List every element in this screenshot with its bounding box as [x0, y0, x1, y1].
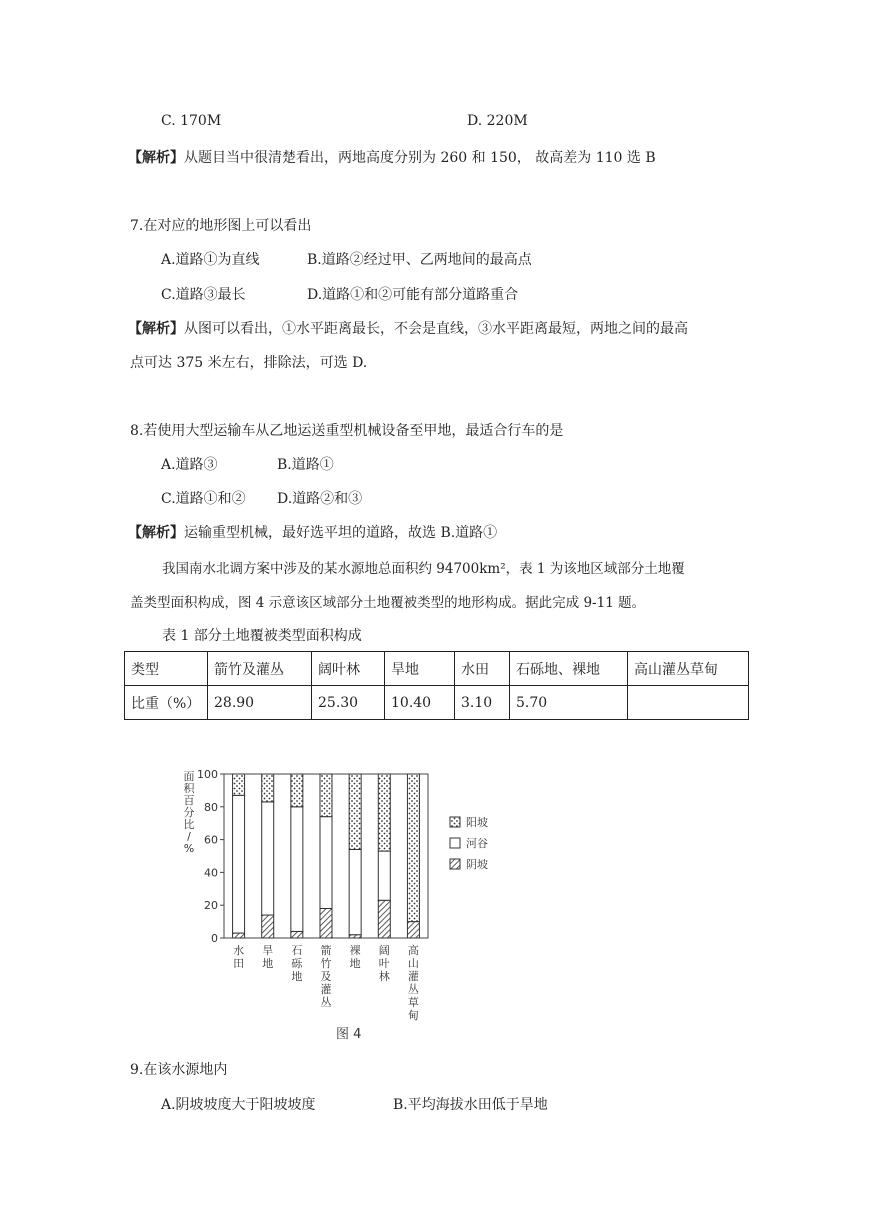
q6-analysis-text: 从题目当中很清楚看出，两地高度分别为 260 和 150， 故高差为 110 选 B — [184, 150, 656, 166]
x-tick-label-char: 林 — [378, 970, 390, 983]
table-header-cell: 旱地 — [385, 652, 455, 686]
bar-segment — [233, 933, 245, 938]
q7-analysis-text: 从图可以看出，①水平距离最长，不会是直线，③水平距离最短，两地之间的最高 — [184, 321, 688, 337]
y-tick-label: 80 — [204, 800, 218, 814]
table-header-cell: 类型 — [125, 652, 208, 686]
y-tick-label: 60 — [204, 833, 218, 847]
x-tick-label-char: 砾 — [291, 957, 303, 970]
table-cell: 10.40 — [385, 686, 455, 720]
table-header-cell: 阔叶林 — [312, 652, 385, 686]
q7-option-d: D.道路①和②可能有部分道路重合 — [307, 287, 519, 303]
bar-segment — [262, 915, 274, 938]
y-axis-label-char: 百 — [183, 794, 195, 807]
x-tick-label-char: 高 — [407, 944, 419, 957]
table-header-cell: 高山灌丛草甸 — [628, 652, 749, 686]
y-tick-label: 0 — [211, 932, 218, 945]
q8-option-a: A.道路③ — [161, 457, 218, 473]
table-header-cell: 水田 — [455, 652, 510, 686]
bar-segment — [378, 774, 390, 851]
land-cover-table — [124, 651, 749, 720]
x-tick-label-char: 灌 — [407, 970, 419, 983]
table-cell: 28.90 — [208, 686, 312, 720]
table-cell: 5.70 — [510, 686, 628, 720]
bar-segment — [320, 817, 332, 909]
table-header-cell: 石砾地、裸地 — [510, 652, 628, 686]
intro-line2: 盖类型面积构成，图 4 示意该区域部分土地覆被类型的地形构成。据此完成 9-11 题。 — [130, 595, 646, 611]
y-axis-label-char: / — [187, 830, 191, 843]
bar-segment — [262, 774, 274, 802]
y-tick-label: 40 — [204, 866, 218, 880]
y-axis-label-char: % — [183, 842, 195, 855]
bar-segment — [262, 802, 274, 915]
q8-option-b: B.道路① — [277, 457, 334, 473]
x-tick-label-char: 水 — [233, 944, 245, 957]
table-cell: 25.30 — [312, 686, 385, 720]
q6-analysis — [128, 147, 656, 167]
legend-swatch — [450, 838, 460, 848]
analysis-tag: 【解析】 — [128, 150, 184, 166]
bar-segment — [378, 900, 390, 938]
q7-option-a: A.道路①为直线 — [161, 252, 260, 268]
q7-analysis-line2: 点可达 375 米左右，排除法，可选 D. — [130, 355, 368, 371]
q6-option-c: C. 170M — [161, 113, 222, 129]
q7-option-b: B.道路②经过甲、乙两地间的最高点 — [307, 252, 532, 268]
q8-stem: 8.若使用大型运输车从乙地运送重型机械设备至甲地，最适合行车的是 — [130, 423, 564, 439]
y-axis-label-char: 比 — [183, 818, 195, 831]
bar-segment — [320, 774, 332, 817]
q9-stem: 9.在该水源地内 — [130, 1062, 228, 1078]
table-cell: 3.10 — [455, 686, 510, 720]
legend-label: 阴坡 — [466, 858, 488, 871]
q9-option-a: A.阴坡坡度大于阳坡坡度 — [161, 1097, 316, 1113]
table-header-row — [125, 652, 749, 686]
bar-segment — [233, 774, 245, 795]
stacked-bar-chart — [178, 762, 508, 1052]
y-tick-label: 100 — [197, 768, 218, 781]
q7-analysis-line1 — [128, 318, 688, 338]
x-tick-label-char: 石 — [291, 944, 303, 957]
bar-segment — [349, 849, 361, 934]
table-cell: 比重（%） — [125, 686, 208, 720]
table-cell — [628, 686, 749, 720]
legend-label: 阳坡 — [466, 816, 488, 829]
bar-segment — [349, 774, 361, 849]
x-tick-label-char: 旱 — [262, 944, 274, 957]
bar-segment — [291, 774, 303, 807]
table-header-cell: 箭竹及灌丛 — [208, 652, 312, 686]
analysis-tag: 【解析】 — [128, 321, 184, 337]
y-axis-label-char: 面 — [183, 770, 195, 783]
q8-option-c: C.道路①和② — [161, 491, 246, 507]
intro-line1: 我国南水北调方案中涉及的某水源地总面积约 94700km²，表 1 为该地区域部分土地覆 — [162, 561, 685, 577]
x-tick-label-char: 田 — [233, 957, 245, 970]
q7-stem: 7.在对应的地形图上可以看出 — [130, 218, 312, 234]
q9-option-b: B.平均海拔水田低于旱地 — [393, 1097, 548, 1113]
bar-segment — [378, 851, 390, 900]
y-axis-label-char: 积 — [183, 782, 195, 795]
legend-label: 河谷 — [466, 837, 488, 850]
q8-option-d: D.道路②和③ — [277, 491, 363, 507]
x-tick-label-char: 箭 — [320, 944, 332, 957]
x-tick-label-char: 竹 — [320, 957, 332, 970]
y-axis-label-char: 分 — [183, 806, 195, 819]
bar-segment — [320, 908, 332, 938]
x-tick-label-char: 甸 — [407, 1009, 419, 1022]
x-tick-label-char: 阔 — [378, 944, 390, 957]
x-tick-label-char: 地 — [291, 970, 303, 983]
x-tick-label-char: 裸 — [349, 944, 361, 957]
analysis-tag: 【解析】 — [128, 525, 184, 541]
x-tick-label-char: 草 — [407, 996, 419, 1009]
legend-swatch — [450, 817, 460, 827]
y-axis-label — [184, 770, 196, 855]
x-tick-label-char: 及 — [320, 970, 332, 983]
bar-segment — [407, 774, 419, 922]
x-tick-label-char: 地 — [349, 957, 361, 970]
figure-title: 图 4 — [336, 1027, 362, 1042]
y-tick-label: 20 — [204, 899, 218, 913]
x-tick-label-char: 灌 — [320, 983, 332, 996]
q8-analysis-text: 运输重型机械，最好选平坦的道路，故选 B.道路① — [184, 525, 498, 541]
legend-swatch — [450, 859, 460, 869]
x-tick-label-char: 丛 — [320, 996, 332, 1009]
table-row — [125, 686, 749, 720]
q6-option-d: D. 220M — [467, 113, 528, 129]
bar-segment — [291, 931, 303, 938]
table-caption: 表 1 部分土地覆被类型面积构成 — [162, 628, 362, 644]
x-tick-label-char: 丛 — [407, 983, 419, 996]
bar-segment — [407, 922, 419, 938]
x-tick-label-char: 地 — [262, 957, 274, 970]
x-tick-label-char: 叶 — [378, 957, 390, 970]
x-tick-label-char: 山 — [407, 957, 419, 970]
bar-segment — [291, 807, 303, 932]
q8-analysis — [128, 522, 497, 542]
q7-option-c: C.道路③最长 — [161, 287, 246, 303]
bar-segment — [233, 795, 245, 933]
